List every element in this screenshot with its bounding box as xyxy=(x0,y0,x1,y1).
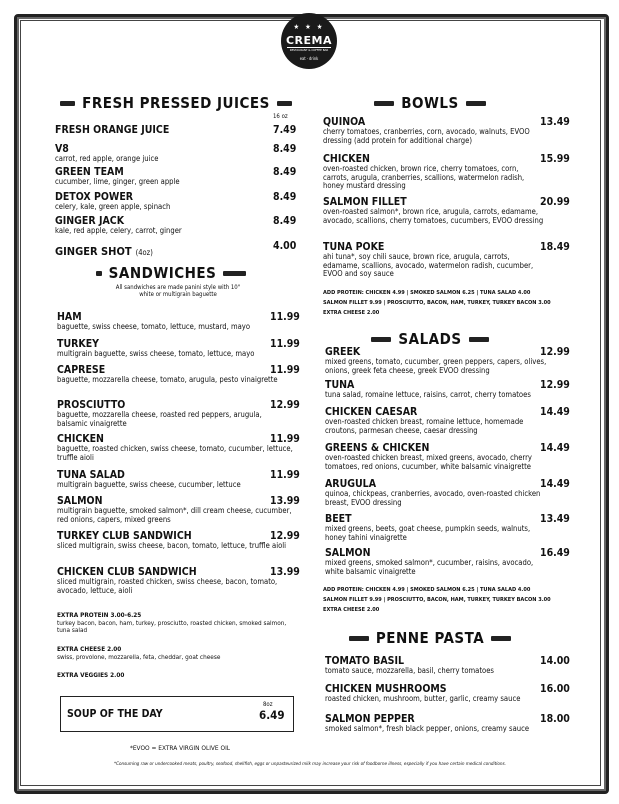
header-bar-right xyxy=(469,337,489,342)
sandwich-extra xyxy=(57,612,293,635)
sandwiches-item-desc: baguette, swiss cheese, tomato, lettuce, mustard, mayo xyxy=(57,322,251,331)
pasta-item xyxy=(325,655,547,676)
bowls-item-name: QUINOA xyxy=(323,116,366,128)
juices-item-desc: kale, red apple, celery, carrot, ginger xyxy=(55,226,182,235)
sandwich-extra-desc: turkey bacon, bacon, ham, turkey, prosciutto, roasted chicken, smoked salmon, tuna salad xyxy=(57,618,287,635)
salads-item-name: BEET xyxy=(325,513,352,525)
juices-item-name: V8 xyxy=(55,143,69,155)
salads-item-name: ARUGULA xyxy=(325,478,377,490)
sandwiches-item-desc: baguette, mozzarella cheese, tomato, arugula, pesto vinaigrette xyxy=(57,375,278,384)
header-bar-left xyxy=(371,337,391,342)
sandwiches-item-name: TUNA SALAD xyxy=(57,469,125,481)
section-title-sandwiches: SANDWICHES xyxy=(108,264,217,282)
bowls-item-desc: oven-roasted chicken, brown rice, cherry tomatoes, corn, carrots, arugula, cranberries, scallions, watermelon radish, honey mustard dressing xyxy=(323,164,525,191)
salads-item-price: 16.49 xyxy=(540,547,570,559)
sandwiches-item-price: 11.99 xyxy=(270,338,300,350)
salads-item-desc: quinoa, chickpeas, cranberries, avocado, oven-roasted chicken breast, EVOO dressing xyxy=(325,489,541,507)
pasta-item-desc: smoked salmon*, fresh black pepper, onions, creamy sauce xyxy=(325,724,530,733)
header-bar-left xyxy=(374,101,394,106)
sandwich-extra-label: EXTRA CHEESE 2.00 xyxy=(57,645,122,653)
logo-stars: ★ ★ ★ xyxy=(293,23,325,31)
evoo-note: *EVOO = EXTRA VIRGIN OLIVE OIL xyxy=(129,744,231,752)
juices-item-price: 8.49 xyxy=(273,215,297,227)
salads-item-desc: mixed greens, smoked salmon*, cucumber, raisins, avocado, white balsamic vinaigrette xyxy=(325,558,534,576)
sandwiches-item xyxy=(57,495,293,524)
salads-item xyxy=(325,513,547,542)
salads-item-name: GREEK xyxy=(325,346,361,358)
pasta-item xyxy=(325,713,547,734)
bowls-item xyxy=(323,153,545,191)
sandwich-extra-label: EXTRA VEGGIES 2.00 xyxy=(57,671,125,679)
pasta-item-desc: roasted chicken, mushroom, butter, garlic, creamy sauce xyxy=(325,694,521,703)
sandwiches-item-name: PROSCIUTTO xyxy=(57,399,126,411)
pasta-item-name: CHICKEN MUSHROOMS xyxy=(325,683,447,695)
pasta-item xyxy=(325,683,547,704)
sandwiches-item-desc: multigrain baguette, swiss cheese, cucumber, lettuce xyxy=(57,480,241,489)
salads-item xyxy=(325,406,547,435)
pasta-item-price: 14.00 xyxy=(540,655,570,667)
juice-size-label: 16 oz xyxy=(273,113,288,120)
add-protein-line: EXTRA CHEESE 2.00 xyxy=(323,310,380,316)
sandwich-note: All sandwiches are made panini style with 10" white or multigrain baguette xyxy=(115,284,241,298)
section-title-pasta: PENNE PASTA xyxy=(375,629,485,647)
sandwiches-item-price: 11.99 xyxy=(270,311,300,323)
salads-item-desc: oven-roasted chicken breast, mixed greens, avocado, cherry tomatoes, red onions, cucumber, white balsamic vinaigrette xyxy=(325,453,532,471)
header-bar-right xyxy=(223,271,246,276)
bowls-item-price: 20.99 xyxy=(540,196,570,208)
add-protein-line: SALMON FILLET 9.99 | PROSCIUTTO, BACON, HAM, TURKEY, TURKEY BACON 3.00 xyxy=(323,300,551,306)
salads-item-desc: oven-roasted chicken breast, romaine lettuce, homemade croutons, parmesan cheese, caesar dressing xyxy=(325,417,524,435)
juices-item-price: 8.49 xyxy=(273,191,297,203)
sandwiches-item-name: CHICKEN xyxy=(57,433,104,445)
juices-item-price: 7.49 xyxy=(273,124,297,136)
section-header-sandwiches xyxy=(96,264,246,282)
add-protein-line: EXTRA CHEESE 2.00 xyxy=(323,607,380,613)
salads-item-name: CHICKEN CAESAR xyxy=(325,406,418,418)
juices-item-desc: cucumber, lime, ginger, green apple xyxy=(55,177,180,186)
pasta-item-price: 16.00 xyxy=(540,683,570,695)
sandwiches-item-name: SALMON xyxy=(57,495,103,507)
sandwiches-item-desc: multigrain baguette, smoked salmon*, dill cream cheese, cucumber, red onions, capers, mixed greens xyxy=(57,506,292,524)
sandwiches-item xyxy=(57,469,293,490)
section-title-bowls: BOWLS xyxy=(401,94,459,112)
salads-item xyxy=(325,547,547,576)
sandwiches-item-name: CAPRESE xyxy=(57,364,106,376)
salads-item-price: 14.49 xyxy=(540,478,570,490)
sandwiches-item-price: 11.99 xyxy=(270,433,300,445)
bowls-item-desc: cherry tomatoes, cranberries, corn, avocado, walnuts, EVOO dressing (add protein for additional charge) xyxy=(323,127,530,145)
pasta-item-name: TOMATO BASIL xyxy=(325,655,404,667)
juices-item-name: GINGER JACK xyxy=(55,215,125,227)
salads-item-price: 13.49 xyxy=(540,513,570,525)
logo-subtitle: RESTAURANT & COFFEE BAR xyxy=(287,47,331,52)
sandwiches-item xyxy=(57,338,293,359)
ginger-shot-size: (4oz) xyxy=(135,248,153,257)
pasta-item-name: SALMON PEPPER xyxy=(325,713,415,725)
ginger-shot-item xyxy=(55,240,153,259)
sandwich-extra-desc: swiss, provolone, mozzarella, feta, cheddar, goat cheese xyxy=(57,652,221,661)
sandwiches-item xyxy=(57,433,293,462)
section-header-pasta xyxy=(317,629,543,647)
bowls-item-price: 15.99 xyxy=(540,153,570,165)
sandwiches-item-desc: baguette, roasted chicken, swiss cheese, tomato, cucumber, lettuce, truffle aioli xyxy=(57,444,293,462)
salads-item-name: GREENS & CHICKEN xyxy=(325,442,430,454)
sandwiches-item-name: HAM xyxy=(57,311,82,323)
section-header-juices xyxy=(60,94,292,112)
ginger-shot-name: GINGER SHOT xyxy=(55,245,132,258)
sandwich-extra xyxy=(57,672,293,680)
sandwiches-item xyxy=(57,399,293,428)
sandwiches-item-desc: multigrain baguette, swiss cheese, tomato, lettuce, mayo xyxy=(57,349,255,358)
sandwiches-item xyxy=(57,530,293,551)
bowls-item-name: SALMON FILLET xyxy=(323,196,407,208)
soup-price: 6.49 xyxy=(259,708,285,722)
bowls-item-price: 13.49 xyxy=(540,116,570,128)
salads-item-price: 14.49 xyxy=(540,442,570,454)
salads-item xyxy=(325,442,547,471)
logo-tagline: eat · drink xyxy=(299,56,319,61)
bowls-item-desc: oven-roasted salmon*, brown rice, arugula, carrots, edamame, avocado, scallions, cherry tomatoes, cucumbers, EVOO dressing xyxy=(323,207,544,225)
juices-item xyxy=(55,124,285,136)
bowls-item-desc: ahi tuna*, soy chili sauce, brown rice, arugula, carrots, edamame, scallions, avocado, watermelon radish, cucumber, EVOO and soy sauce xyxy=(323,252,534,279)
bowls-item xyxy=(323,196,545,225)
salads-item-name: SALMON xyxy=(325,547,371,559)
sandwiches-item xyxy=(57,364,293,385)
header-bar-right xyxy=(491,636,511,641)
header-bar-right xyxy=(466,101,486,106)
juices-item-name: DETOX POWER xyxy=(55,191,134,203)
juices-item-price: 8.49 xyxy=(273,143,297,155)
section-title-salads: SALADS xyxy=(398,330,462,348)
header-bar-left xyxy=(349,636,369,641)
salads-item xyxy=(325,478,547,507)
juices-item-price: 8.49 xyxy=(273,166,297,178)
header-bar-right xyxy=(277,101,292,106)
soup-box xyxy=(60,696,294,732)
sandwich-extra xyxy=(57,646,293,661)
salads-item-price: 14.49 xyxy=(540,406,570,418)
sandwiches-item-price: 12.99 xyxy=(270,399,300,411)
section-header-bowls xyxy=(317,94,543,112)
salads-item-price: 12.99 xyxy=(540,346,570,358)
juices-item xyxy=(55,143,285,164)
salads-item xyxy=(325,346,547,375)
header-bar-left xyxy=(96,271,102,276)
juices-item-name: GREEN TEAM xyxy=(55,166,124,178)
logo-name: CREMA xyxy=(285,34,333,47)
sandwiches-item-price: 13.99 xyxy=(270,495,300,507)
juices-item-desc: carrot, red apple, orange juice xyxy=(55,154,159,163)
juices-item xyxy=(55,191,285,212)
soup-size: 8oz xyxy=(263,701,273,708)
ginger-shot-price: 4.00 xyxy=(273,240,297,252)
sandwiches-item-desc: sliced multigrain, roasted chicken, swiss cheese, bacon, tomato, avocado, lettuce, aioli xyxy=(57,577,278,595)
juices-item-desc: celery, kale, green apple, spinach xyxy=(55,202,171,211)
header-bar-left xyxy=(60,101,75,106)
salads-item-price: 12.99 xyxy=(540,379,570,391)
bowls-item-name: TUNA POKE xyxy=(323,241,385,253)
sandwich-extra-label: EXTRA PROTEIN 3.00-6.25 xyxy=(57,611,142,619)
juices-item-name: FRESH ORANGE JUICE xyxy=(55,124,170,136)
bowls-item xyxy=(323,116,545,145)
salads-item xyxy=(325,379,547,400)
sandwiches-item xyxy=(57,566,293,595)
bowls-item-price: 18.49 xyxy=(540,241,570,253)
sandwiches-item-price: 13.99 xyxy=(270,566,300,578)
sandwiches-item-price: 11.99 xyxy=(270,364,300,376)
salads-item-desc: mixed greens, beets, goat cheese, pumpkin seeds, walnuts, honey tahini vinaigrette xyxy=(325,524,531,542)
salads-item-desc: mixed greens, tomato, cucumber, green peppers, capers, olives, onions, greek feta cheese, greek EVOO dressing xyxy=(325,357,547,375)
sandwiches-item-name: TURKEY CLUB SANDWICH xyxy=(57,530,192,542)
sandwiches-item-name: CHICKEN CLUB SANDWICH xyxy=(57,566,197,578)
sandwiches-item-price: 12.99 xyxy=(270,530,300,542)
sandwiches-item xyxy=(57,311,293,332)
juices-item xyxy=(55,215,285,236)
pasta-item-price: 18.00 xyxy=(540,713,570,725)
sandwiches-item-price: 11.99 xyxy=(270,469,300,481)
soup-name: SOUP OF THE DAY xyxy=(67,708,163,720)
juices-item xyxy=(55,166,285,187)
disclaimer: *Consuming raw or undercooked meats, poultry, seafood, shellfish, eggs or unpasteurized milk may increase your risk of foodborne illness, especially if you have certain medical conditions. xyxy=(114,762,506,767)
section-title-juices: FRESH PRESSED JUICES xyxy=(82,94,270,112)
sandwiches-item-desc: baguette, mozzarella cheese, roasted red peppers, arugula, balsamic vinaigrette xyxy=(57,410,262,428)
crema-logo xyxy=(281,13,337,69)
sandwiches-item-desc: sliced multigrain, swiss cheese, bacon, tomato, lettuce, truffle aioli xyxy=(57,541,287,550)
add-protein-line: ADD PROTEIN: CHICKEN 4.99 | SMOKED SALMON 6.25 | TUNA SALAD 4.00 xyxy=(323,290,531,296)
sandwiches-item-name: TURKEY xyxy=(57,338,100,350)
salads-item-name: TUNA xyxy=(325,379,355,391)
add-protein-line: ADD PROTEIN: CHICKEN 4.99 | SMOKED SALMON 6.25 | TUNA SALAD 4.00 xyxy=(323,587,531,593)
add-protein-line: SALMON FILLET 9.99 | PROSCIUTTO, BACON, HAM, TURKEY, TURKEY BACON 3.00 xyxy=(323,597,551,603)
salads-item-desc: tuna salad, romaine lettuce, raisins, carrot, cherry tomatoes xyxy=(325,390,531,399)
bowls-item xyxy=(323,241,545,279)
bowls-item-name: CHICKEN xyxy=(323,153,370,165)
pasta-item-desc: tomato sauce, mozzarella, basil, cherry tomatoes xyxy=(325,666,494,675)
